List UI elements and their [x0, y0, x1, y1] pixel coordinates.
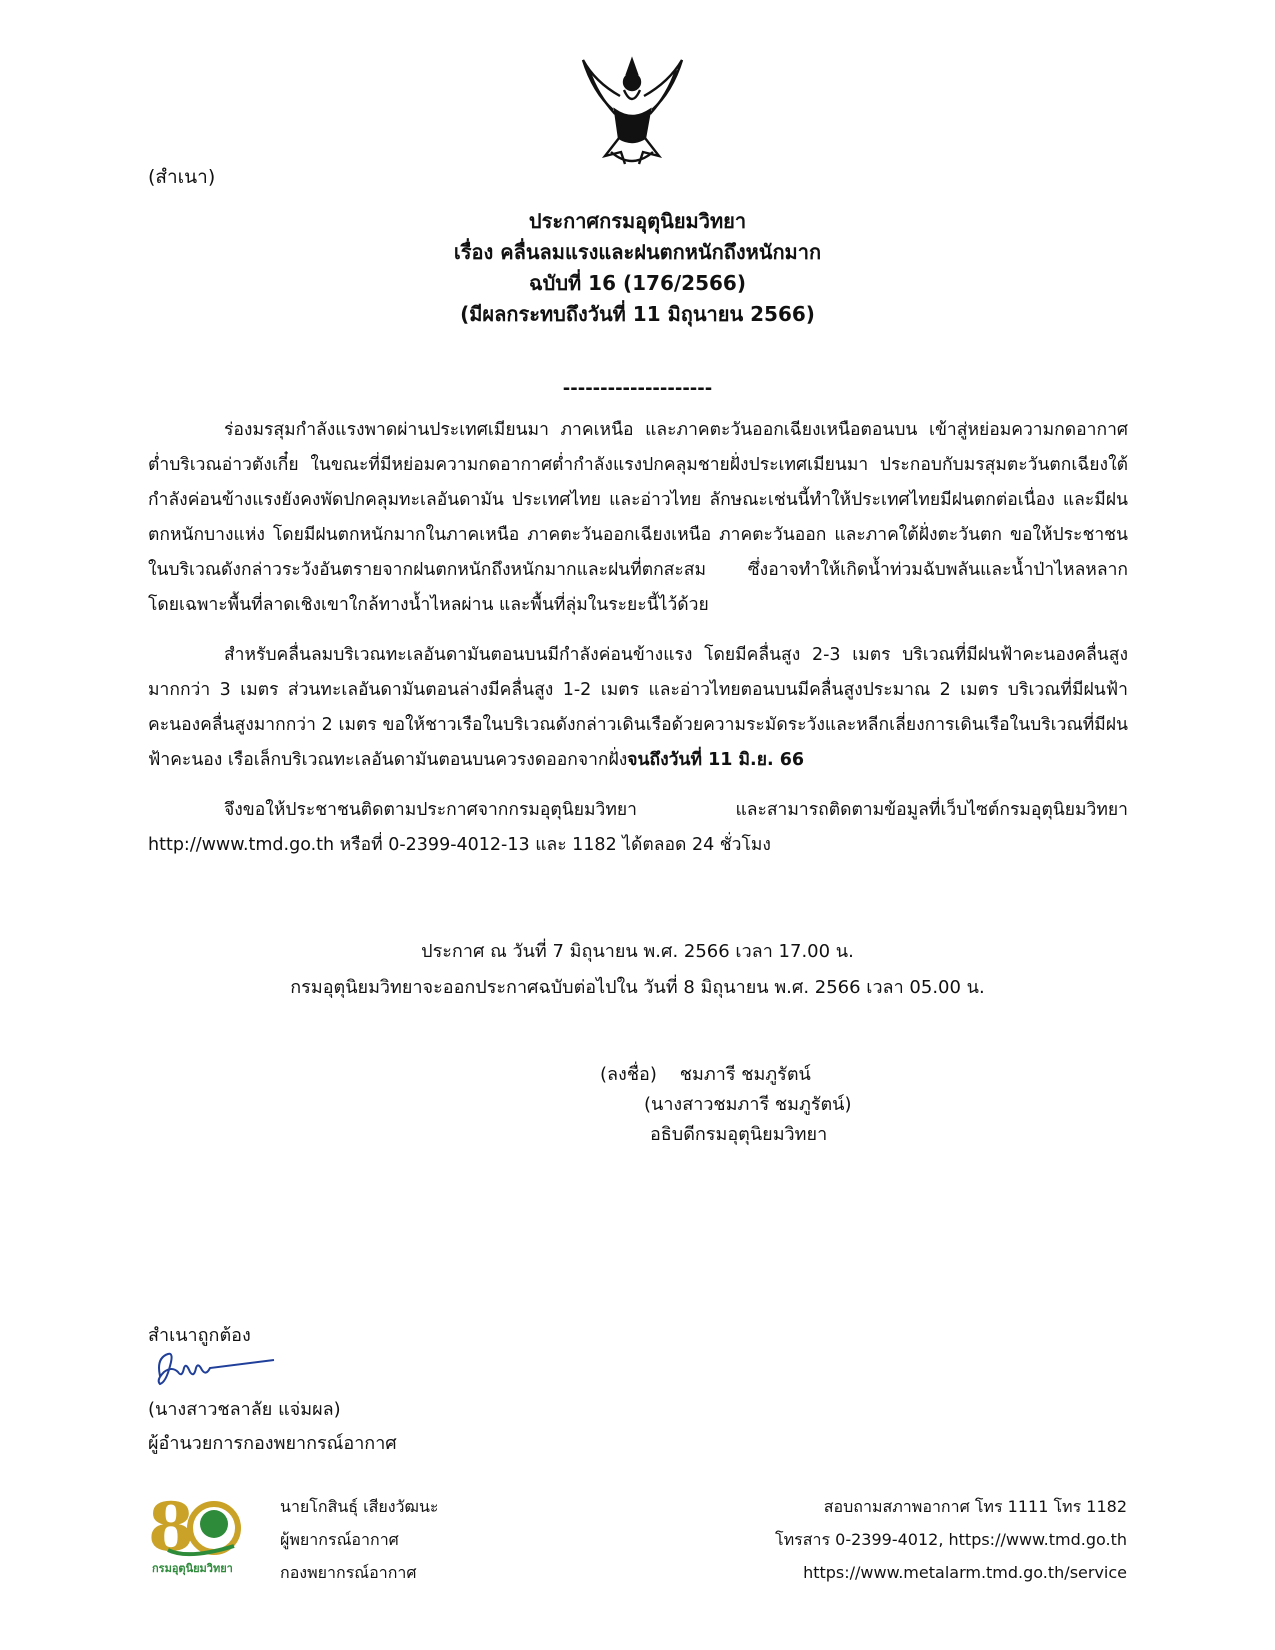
handwritten-signature: [150, 1348, 280, 1388]
forecaster-info: [280, 1490, 439, 1589]
paragraph-2-bold: จนถึงวันที่ 11 มิ.ย. 66: [627, 750, 805, 770]
contact-service-link[interactable]: https://www.metalarm.tmd.go.th/service: [803, 1563, 1127, 1582]
tmd-80-logo: [148, 1488, 248, 1580]
certifier-name: (นางสาวชลาลัย แจ่มผล): [148, 1399, 341, 1420]
title-line-1: ประกาศกรมอุตุนิยมวิทยา: [528, 209, 747, 233]
garuda-emblem: [575, 52, 690, 172]
certifier-block: [148, 1393, 397, 1461]
forecaster-role: ผู้พยากรณ์อากาศ: [280, 1530, 399, 1549]
signer-line-1: (ลงชื่อ) ชมภารี ชมภูรัตน์: [600, 1064, 811, 1085]
announce-line-1: ประกาศ ณ วันที่ 7 มิถุนายน พ.ศ. 2566 เวลา 17.00 น.: [421, 941, 854, 962]
logo-caption: กรมอุตุนิยมวิทยา: [152, 1562, 233, 1575]
contact-info: [775, 1490, 1127, 1589]
contact-phone: สอบถามสภาพอากาศ โทร 1111 โทร 1182: [823, 1497, 1127, 1516]
forecaster-division: กองพยากรณ์อากาศ: [280, 1563, 417, 1582]
body-text: [148, 413, 1128, 878]
title-line-2: เรื่อง คลื่นลมแรงและฝนตกหนักถึงหนักมาก: [453, 240, 822, 264]
announce-line-2: กรมอุตุนิยมวิทยาจะออกประกาศฉบับต่อไปใน วันที่ 8 มิถุนายน พ.ศ. 2566 เวลา 05.00 น.: [290, 977, 985, 998]
contact-fax-web: โทรสาร 0-2399-4012, https://www.tmd.go.th: [775, 1530, 1127, 1549]
signer-line-3: อธิบดีกรมอุตุนิยมวิทยา: [650, 1124, 828, 1145]
svg-text:8: 8: [148, 1488, 194, 1566]
paragraph-1: ร่องมรสุมกำลังแรงพาดผ่านประเทศเมียนมา ภาคเหนือ และภาคตะวันออกเฉียงเหนือตอนบน เข้าสู่หย่อมความกดอากาศต่ำบริเวณอ่าวตังเกี๋ย ในขณะที่มีหย่อมความกดอากาศต่ำกำลังแรงปกคลุมชายฝั่งประเทศเมียนมา ประกอบกับมรสุมตะวันตกเฉียงใต้กำลังค่อนข้างแรงยังคงพัดปกคลุมทะเลอันดามัน ประเทศไทย และอ่าวไทย ลักษณะเช่นนี้ทำให้ประเทศไทยมีฝนตกต่อเนื่อง และมีฝนตกหนักบางแห่ง โดยมีฝนตกหนักมากในภาคเหนือ ภาคตะวันออกเฉียงเหนือ ภาคตะวันออก และภาคใต้ฝั่งตะวันตก ขอให้ประชาชนในบริเวณดังกล่าวระวังอันตรายจากฝนตกหนักถึงหนักมากและฝนที่ตกสะสม ซึ่งอาจทำให้เกิดน้ำท่วมฉับพลันและน้ำป่าไหลหลาก โดยเฉพาะพื้นที่ลาดเชิงเขาใกล้ทางน้ำไหลผ่าน และพื้นที่ลุ่มในระยะนี้ไว้ด้วย: [148, 420, 1128, 615]
paragraph-3: จึงขอให้ประชาชนติดตามประกาศจากกรมอุตุนิยมวิทยา และสามารถติดตามข้อมูลที่เว็บไซต์กรมอุตุนิยมวิทยา http://www.tmd.go.th หรือที่ 0-2399-4012-13 และ 1182 ได้ตลอด 24 ชั่วโมง: [148, 800, 1128, 855]
signer-line-2: (นางสาวชมภารี ชมภูรัตน์): [644, 1094, 852, 1115]
paragraph-2-text: สำหรับคลื่นลมบริเวณทะเลอันดามันตอนบนมีกำลังค่อนข้างแรง โดยมีคลื่นสูง 2-3 เมตร บริเวณที่มีฝนฟ้าคะนองคลื่นสูงมากกว่า 3 เมตร ส่วนทะเลอันดามันตอนล่างมีคลื่นสูง 1-2 เมตร และอ่าวไทยตอนบนมีคลื่นสูงประมาณ 2 เมตร บริเวณที่มีฝนฟ้าคะนองคลื่นสูงมากกว่า 2 เมตร ขอให้ชาวเรือในบริเวณดังกล่าวเดินเรือด้วยความระมัดระวังและหลีกเลี่ยงการเดินเรือในบริเวณที่มีฝนฟ้าคะนอง เรือเล็กบริเวณทะเลอันดามันตอนบนควรงดออกจากฝั่ง: [148, 645, 1128, 770]
title-line-3: ฉบับที่ 16 (176/2566): [529, 271, 746, 295]
title-rule: --------------------: [562, 378, 713, 399]
signer-block: [600, 1060, 852, 1150]
copy-mark: (สำเนา): [148, 166, 216, 188]
paragraph-2: [148, 638, 1128, 778]
announcement-title: [0, 206, 1275, 330]
title-line-4: (มีผลกระทบถึงวันที่ 11 มิถุนายน 2566): [460, 302, 815, 326]
certifier-position: ผู้อำนวยการกองพยากรณ์อากาศ: [148, 1433, 397, 1454]
certify-label: สำเนาถูกต้อง: [148, 1325, 251, 1346]
announce-block: [0, 934, 1275, 1006]
forecaster-name: นายโกสินธุ์ เสียงวัฒนะ: [280, 1497, 439, 1516]
